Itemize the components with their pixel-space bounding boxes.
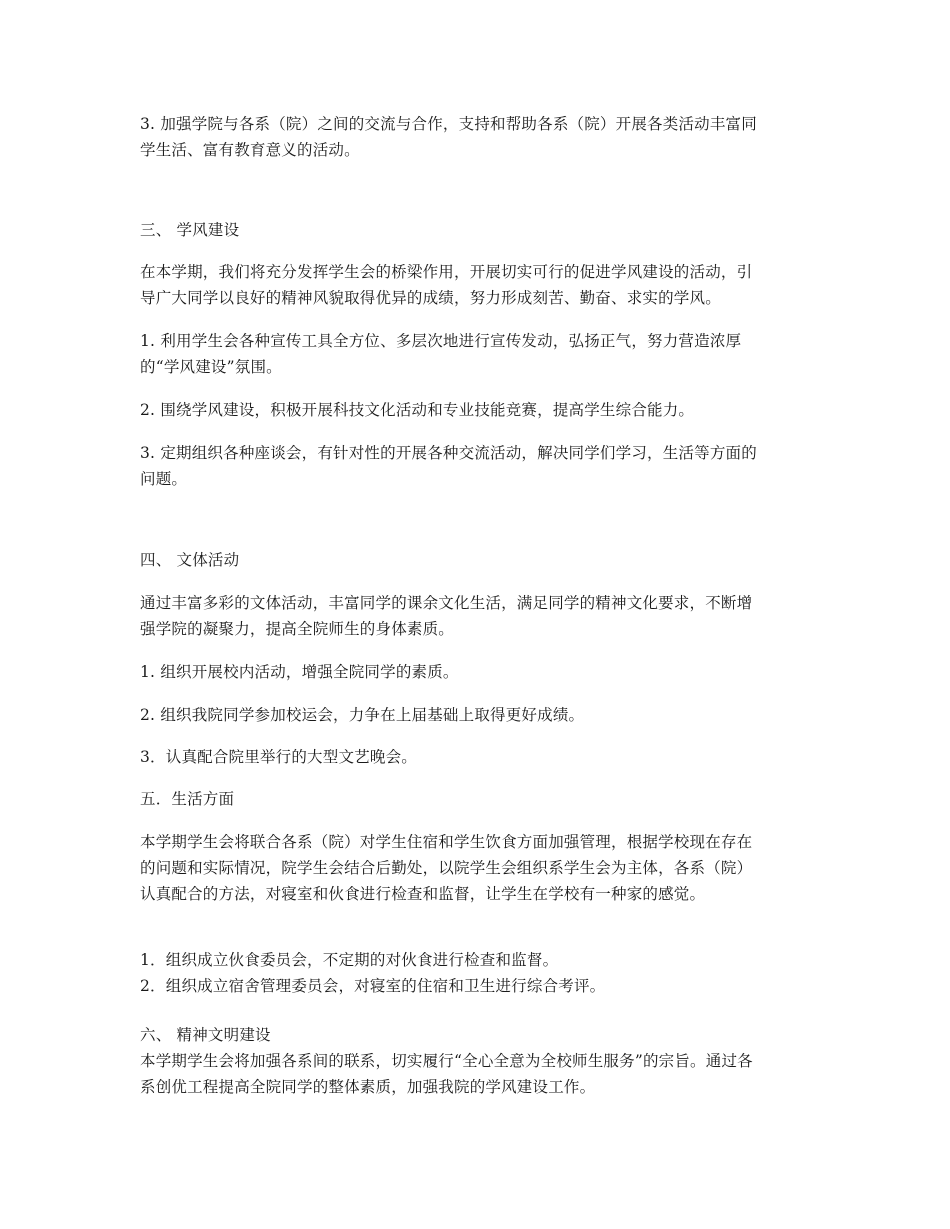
paragraph-line: 导广大同学以良好的精神风貌取得优异的成绩，努力形成刻苦、勤奋、求实的学风。 bbox=[140, 289, 721, 307]
list-item: 2. 组织我院同学参加校运会，力争在上届基础上取得更好成绩。 bbox=[140, 706, 585, 724]
paragraph-line: 本学期学生会将加强各系间的联系，切实履行“全心全意为全校师生服务”的宗旨。通过各 bbox=[140, 1052, 753, 1070]
paragraph-line: 3. 加强学院与各系（院）之间的交流与合作，支持和帮助各系（院）开展各类活动丰富同 bbox=[140, 115, 757, 133]
list-item-continued: 问题。 bbox=[140, 470, 188, 488]
list-item-continued: 的“学风建设”氛围。 bbox=[140, 358, 282, 376]
paragraph-line: 在本学期，我们将充分发挥学生会的桥梁作用，开展切实可行的促进学风建设的活动，引 bbox=[140, 263, 753, 281]
list-item: 1. 利用学生会各种宣传工具全方位、多层次地进行宣传发动，弘扬正气，努力营造浓厚 bbox=[140, 332, 742, 350]
paragraph-line: 学生活、富有教育意义的活动。 bbox=[140, 141, 360, 159]
list-item: 2. 围绕学风建设，积极开展科技文化活动和专业技能竞赛，提高学生综合能力。 bbox=[140, 401, 695, 419]
paragraph-line: 通过丰富多彩的文体活动，丰富同学的课余文化生活，满足同学的精神文化要求，不断增 bbox=[140, 594, 753, 612]
list-item: 3．认真配合院里举行的大型文艺晚会。 bbox=[140, 748, 417, 766]
list-item: 2．组织成立宿舍管理委员会，对寝室的住宿和卫生进行综合考评。 bbox=[140, 977, 606, 995]
paragraph-line: 强学院的凝聚力，提高全院师生的身体素质。 bbox=[140, 620, 455, 638]
paragraph-line: 系创优工程提高全院同学的整体素质，加强我院的学风建设工作。 bbox=[140, 1078, 596, 1096]
paragraph-line: 本学期学生会将联合各系（院）对学生住宿和学生饮食方面加强管理，根据学校现在存在 bbox=[140, 833, 753, 851]
section-heading-living: 五．生活方面 bbox=[140, 790, 235, 808]
section-heading-sports-culture: 四、 文体活动 bbox=[140, 551, 240, 569]
list-item: 1．组织成立伙食委员会，不定期的对伙食进行检查和监督。 bbox=[140, 951, 559, 969]
list-item: 3. 定期组织各种座谈会，有针对性的开展各种交流活动，解决同学们学习，生活等方面的 bbox=[140, 444, 757, 462]
list-item: 1. 组织开展校内活动，增强全院同学的素质。 bbox=[140, 663, 459, 681]
section-heading-study-style: 三、 学风建设 bbox=[140, 221, 240, 239]
paragraph-line: 的问题和实际情况，院学生会结合后勤处，以院学生会组织系学生会为主体，各系（院） bbox=[140, 859, 753, 877]
section-heading-civilization: 六、 精神文明建设 bbox=[140, 1026, 271, 1044]
paragraph-line: 认真配合的方法，对寝室和伙食进行检查和监督，让学生在学校有一种家的感觉。 bbox=[140, 885, 706, 903]
